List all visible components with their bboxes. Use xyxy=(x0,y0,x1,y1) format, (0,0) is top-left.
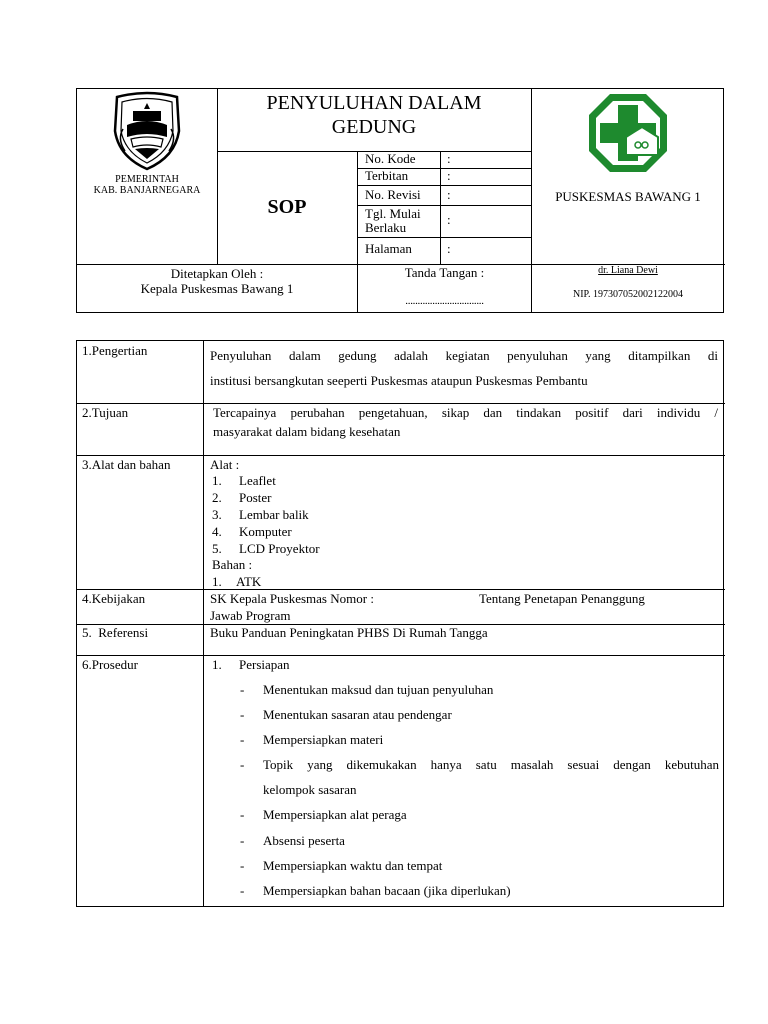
alat-label: Alat : xyxy=(210,457,240,472)
doctor-nip: NIP. 197307052002122004 xyxy=(572,289,683,300)
row-label-alat-bahan: 3.Alat dan bahan xyxy=(82,457,171,472)
meta-value: : xyxy=(447,151,451,166)
ditetapkan-by: Kepala Puskesmas Bawang 1 xyxy=(140,281,294,296)
kebijakan-sk: SK Kepala Puskesmas Nomor : xyxy=(210,591,374,606)
dash-bullet: - xyxy=(240,707,245,722)
puskesmas-name: PUSKESMAS BAWANG 1 xyxy=(555,189,701,204)
list-item-number: 2. xyxy=(212,490,222,505)
ditetapkan-label: Ditetapkan Oleh : xyxy=(170,266,264,281)
doctor-name: dr. Liana Dewi xyxy=(598,265,658,276)
list-item-number: 5. xyxy=(212,541,222,556)
tujuan-line-2: masyarakat dalam bidang kesehatan xyxy=(213,424,401,439)
tanda-tangan-label: Tanda Tangan : xyxy=(404,265,485,280)
dash-bullet: - xyxy=(240,757,245,772)
row-label-referensi: 5. Referensi xyxy=(82,625,149,640)
list-item-number: 1. xyxy=(212,473,222,488)
meta-value: : xyxy=(447,241,451,256)
org-line-1: PEMERINTAH xyxy=(115,174,179,185)
prosedur-step-label: Persiapan xyxy=(239,657,290,672)
bahan-label: Bahan : xyxy=(212,557,253,572)
ditetapkan-oleh xyxy=(77,265,357,296)
org-line-2: KAB. BANJARNEGARA xyxy=(93,185,201,196)
dash-bullet: - xyxy=(240,833,245,848)
meta-value: : xyxy=(447,187,451,202)
row-label-kebijakan: 4.Kebijakan xyxy=(82,591,146,606)
prosedur-item: Absensi peserta xyxy=(263,833,345,848)
meta-value: : xyxy=(447,168,451,183)
meta-label: Tgl. Mulai xyxy=(365,206,421,221)
pengertian-line-1: Penyuluhan dalam gedung adalah kegiatan penyuluhan yang ditampilkan di xyxy=(210,348,718,363)
alat-item: Leaflet xyxy=(239,473,276,488)
prosedur-item-cont: kelompok sasaran xyxy=(263,782,357,797)
sop-header-table xyxy=(76,88,724,313)
dash-bullet: - xyxy=(240,732,245,747)
list-item-number: 3. xyxy=(212,507,222,522)
prosedur-item: Mempersiapkan materi xyxy=(263,732,384,747)
dash-bullet: - xyxy=(240,807,245,822)
prosedur-item: Menentukan sasaran atau pendengar xyxy=(263,707,452,722)
meta-label: Halaman xyxy=(365,241,412,256)
bahan-item: ATK xyxy=(236,574,262,589)
prosedur-item: Mempersiapkan bahan bacaan (jika diperlukan) xyxy=(263,883,511,898)
meta-label-cont: Berlaku xyxy=(365,220,407,235)
puskesmas-logo-icon xyxy=(586,91,670,175)
alat-item: Komputer xyxy=(239,524,292,539)
signature-line: ................................ xyxy=(405,295,484,307)
sop-label: SOP xyxy=(267,196,307,218)
alat-item: LCD Proyektor xyxy=(239,541,320,556)
pengertian-line-2: institusi bersangkutan seeperti Puskesmas ataupun Puskesmas Pembantu xyxy=(210,373,588,388)
sop-content-table xyxy=(76,340,724,907)
sop-title xyxy=(217,89,531,151)
meta-label: No. Revisi xyxy=(365,187,421,202)
prosedur-item: Topik yang dikemukakan hanya satu masalah sesuai dengan kebutuhan xyxy=(263,757,719,772)
kebijakan-program: Jawab Program xyxy=(210,608,291,623)
sop-title-line-2: GEDUNG xyxy=(331,116,417,138)
list-item-number: 1. xyxy=(212,574,222,589)
alat-item: Poster xyxy=(239,490,272,505)
meta-label: Terbitan xyxy=(365,168,409,183)
dash-bullet: - xyxy=(240,858,245,873)
sop-title-line-1: PENYULUHAN DALAM xyxy=(266,92,482,114)
regency-logo-cell xyxy=(77,89,217,264)
tujuan-line-1: Tercapainya perubahan pengetahuan, sikap dan tindakan positif dari individu / xyxy=(213,405,718,420)
signatory xyxy=(531,265,725,300)
meta-label: No. Kode xyxy=(365,151,416,166)
dash-bullet: - xyxy=(240,682,245,697)
kebijakan-tentang: Tentang Penetapan Penanggung xyxy=(479,591,645,606)
prosedur-item: Mempersiapkan waktu dan tempat xyxy=(263,858,443,873)
dash-bullet: - xyxy=(240,883,245,898)
regency-crest-icon xyxy=(109,91,185,171)
alat-item: Lembar balik xyxy=(239,507,309,522)
meta-value: : xyxy=(447,212,451,227)
tanda-tangan xyxy=(358,265,531,307)
list-item-number: 1. xyxy=(212,657,222,672)
prosedur-item: Mempersiapkan alat peraga xyxy=(263,807,407,822)
row-label-tujuan: 2.Tujuan xyxy=(82,405,129,420)
row-label-pengertian: 1.Pengertian xyxy=(82,343,148,358)
referensi-text: Buku Panduan Peningkatan PHBS Di Rumah Tangga xyxy=(210,625,488,640)
list-item-number: 4. xyxy=(212,524,222,539)
row-label-prosedur: 6.Prosedur xyxy=(82,657,138,672)
prosedur-item: Menentukan maksud dan tujuan penyuluhan xyxy=(263,682,494,697)
